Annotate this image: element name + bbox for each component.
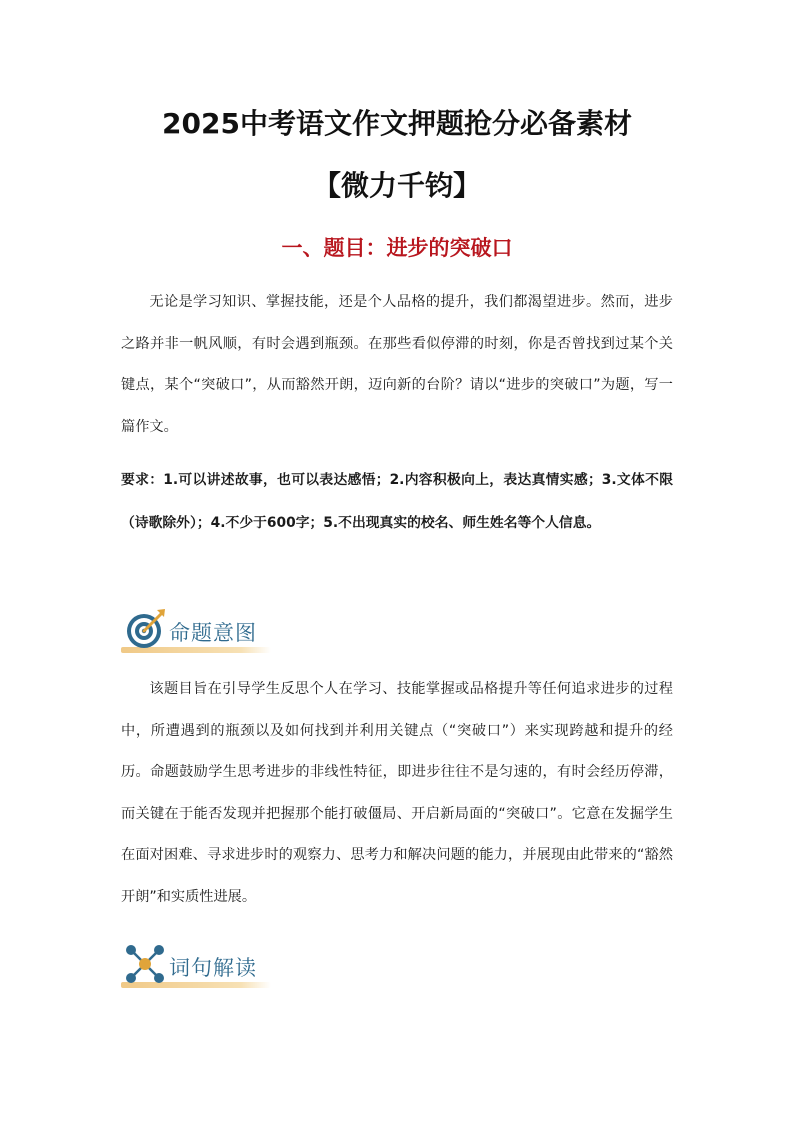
network-icon xyxy=(123,942,167,986)
words-badge xyxy=(121,942,273,992)
prompt-paragraph: 无论是学习知识、掌握技能，还是个人品格的提升，我们都渴望进步。然而，进步之路并非一帆风顺，有时会遇到瓶颈。在那些看似停滞的时刻，你是否曾找到过某个关键点，某个“突破口”，从而豁然开朗，迈向新的台阶？请以“进步的突破口”为题，写一篇作文。 xyxy=(121,294,673,435)
requirements-paragraph: 要求：1.可以讲述故事，也可以表达感悟；2.内容积极向上，表达真情实感；3.文体不限（诗歌除外）；4.不少于600字；5.不出现真实的校名、师生姓名等个人信息。 xyxy=(121,472,673,531)
intent-badge xyxy=(121,607,273,657)
words-badge-label: 词句解读 xyxy=(169,956,257,980)
target-icon xyxy=(123,607,167,651)
document-title-line2: 【微力千钧】 xyxy=(312,169,481,202)
intent-paragraph: 该题目旨在引导学生反思个人在学习、技能掌握或品格提升等任何追求进步的过程中，所遭遇到的瓶颈以及如何找到并利用关键点（“突破口”）来实现跨越和提升的经历。命题鼓励学生思考进步的非线性特征，即进步往往不是匀速的，有时会经历停滞，而关键在于能否发现并把握那个能打破僵局、开启新局面的“突破口”。它意在发掘学生在面对困难、寻求进步时的观察力、思考力和解决问题的能力，并展现由此带来的“豁然开朗”和实质性进展。 xyxy=(121,681,673,905)
document-title-line1: 2025中考语文作文押题抢分必备素材 xyxy=(162,107,632,140)
section-title: 一、题目：进步的突破口 xyxy=(281,236,513,260)
intent-badge-label: 命题意图 xyxy=(169,621,257,645)
